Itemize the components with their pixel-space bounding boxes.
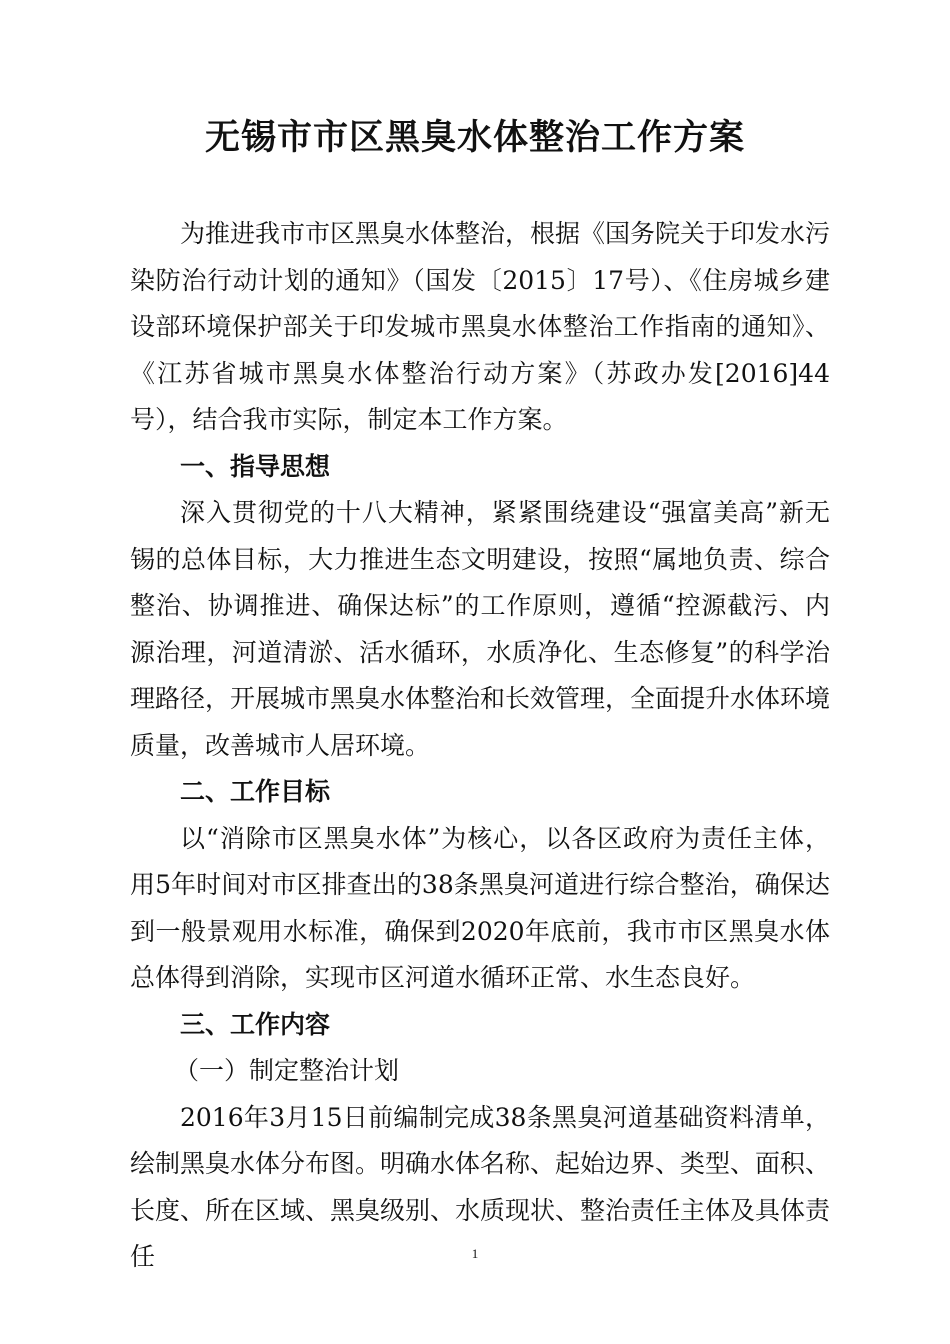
section-heading-guiding-ideology: 一、指导思想 [180, 451, 331, 481]
work-goals-paragraph: 以“消除市区黑臭水体”为核心，以各区政府为责任主体，用5年时间对市区排查出的38条黑臭河道进行综合整治，确保达到一般景观用水标准，确保到2020年底前，我市市区黑臭水体总体得到消除，实现市区河道水循环正常、水生态良好。 [130, 823, 830, 992]
section-heading-work-goals: 二、工作目标 [180, 777, 331, 806]
guiding-ideology-paragraph: 深入贯彻党的十八大精神，紧紧围绕建设“强富美高”新无锡的总体目标，大力推进生态文明建设，按照“属地负责、综合整治、协调推进、确保达标”的工作原则，遵循“控源截污、内源治理，河道清淤、活水循环，水质净化、生态修复”的科学治理路径，开展城市黑臭水体整治和长效管理，全面提升水体环境质量，改善城市人居环境。 [130, 498, 831, 760]
subsection-heading-plan: （一）制定整治计划 [174, 1056, 400, 1085]
plan-paragraph: 2016年3月15日前编制完成38条黑臭河道基础资料清单，绘制黑臭水体分布图。明确水体名称、起始边界、类型、面积、长度、所在区域、黑臭级别、水质现状、整治责任主体及具体责任 [130, 1102, 831, 1271]
document-body [130, 211, 830, 1281]
page-number: 1 [471, 1246, 479, 1261]
intro-paragraph: 为推进我市市区黑臭水体整治，根据《国务院关于印发水污染防治行动计划的通知》（国发〔2015〕17号）、《住房城乡建设部环境保护部关于印发城市黑臭水体整治工作指南的通知》、《江苏省城市黑臭水体整治行动方案》（苏政办发[2016]44号），结合我市实际，制定本工作方案。 [130, 219, 831, 434]
section-heading-work-content: 三、工作内容 [180, 1009, 331, 1039]
document-title: 无锡市市区黑臭水体整治工作方案 [204, 117, 745, 158]
